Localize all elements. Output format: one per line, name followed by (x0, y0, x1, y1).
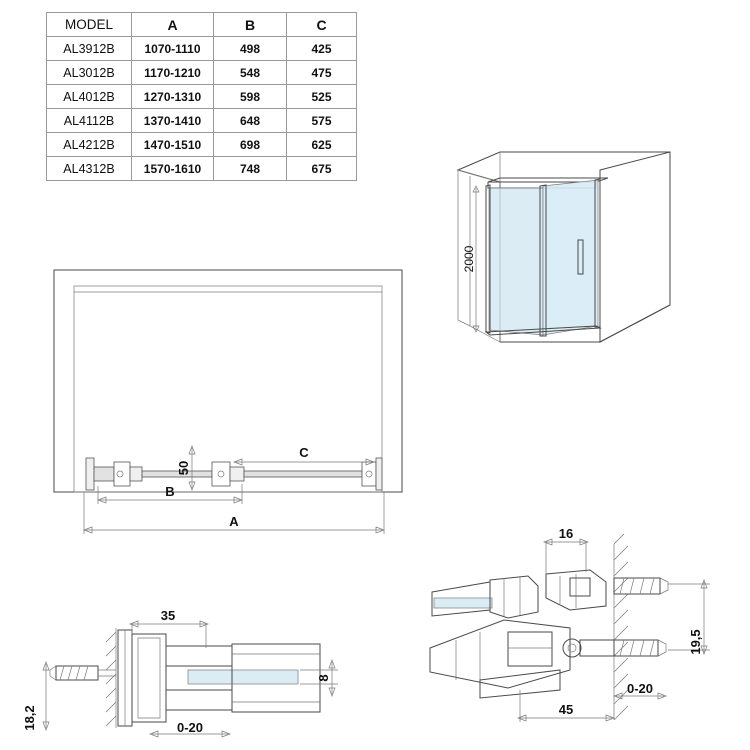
front-dim-b-label: B (165, 484, 175, 499)
detail-right-dim-0-20: 0-20 (626, 681, 654, 696)
table-row (47, 85, 357, 109)
front-dim-50-label: 50 (176, 460, 191, 476)
model-spec-table (46, 12, 357, 181)
cell-model: AL4112B (47, 109, 132, 133)
cell-b: 548 (214, 61, 287, 85)
detail-right-dim-45: 45 (558, 702, 574, 717)
cell-c: 425 (287, 37, 357, 61)
cell-b: 598 (214, 85, 287, 109)
cell-c: 475 (287, 61, 357, 85)
cell-model: AL4012B (47, 85, 132, 109)
front-dim-c-label: C (299, 445, 309, 460)
detail-section-left (20, 608, 360, 748)
cell-b: 748 (214, 157, 287, 181)
cell-model: AL3912B (47, 37, 132, 61)
cell-a: 1570-1610 (132, 157, 214, 181)
detail-left-dim-0-20: 0-20 (176, 720, 204, 735)
cell-model: AL3012B (47, 61, 132, 85)
cell-model: AL4212B (47, 133, 132, 157)
table-row (47, 61, 357, 85)
cell-b: 648 (214, 109, 287, 133)
detail-right-dim-19-5: 19,5 (688, 629, 703, 655)
cell-model: AL4312B (47, 157, 132, 181)
table-header-c: C (287, 13, 357, 37)
detail-left-dim-8: 8 (316, 674, 331, 682)
table-row (47, 37, 357, 61)
front-elevation-view (40, 262, 420, 552)
detail-left-dim-35: 35 (160, 608, 176, 623)
cell-a: 1470-1510 (132, 133, 214, 157)
table-header-a: A (132, 13, 214, 37)
detail-section-right (420, 520, 750, 745)
table-header-b: B (214, 13, 287, 37)
cell-a: 1370-1410 (132, 109, 214, 133)
table-row (47, 109, 357, 133)
detail-left-dim-18-2: 18,2 (22, 705, 37, 731)
cell-c: 625 (287, 133, 357, 157)
table-header-row (47, 13, 357, 37)
detail-right-dim-16: 16 (558, 526, 574, 541)
cell-a: 1170-1210 (132, 61, 214, 85)
isometric-shower-view (440, 130, 740, 420)
cell-c: 575 (287, 109, 357, 133)
cell-b: 498 (214, 37, 287, 61)
table-row (47, 133, 357, 157)
cell-c: 675 (287, 157, 357, 181)
iso-height-label: 2000 (462, 245, 476, 273)
front-dim-a-label: A (229, 514, 239, 529)
cell-a: 1070-1110 (132, 37, 214, 61)
cell-a: 1270-1310 (132, 85, 214, 109)
table-header-model: MODEL (47, 13, 132, 37)
cell-b: 698 (214, 133, 287, 157)
table-row (47, 157, 357, 181)
cell-c: 525 (287, 85, 357, 109)
